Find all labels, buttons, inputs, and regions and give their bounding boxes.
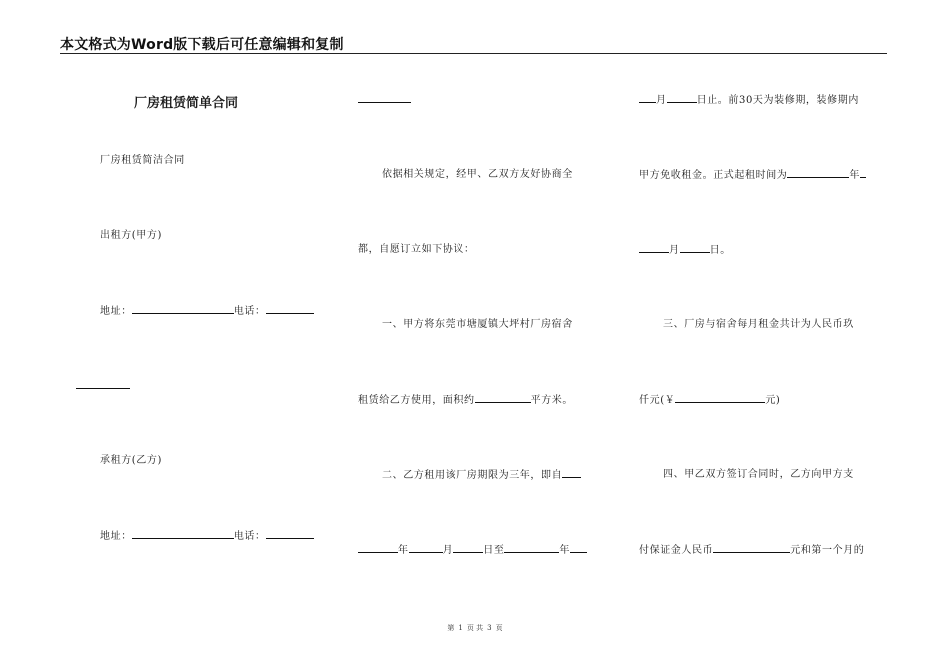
address-label: 地址： — [100, 306, 132, 317]
clause-1-text: 租赁给乙方使用，面积约 — [358, 395, 475, 406]
rent-amount-suffix: 元) — [765, 395, 781, 406]
start-year-blank — [562, 468, 581, 478]
deposit-amount-blank — [713, 543, 790, 553]
rent-start-day-blank — [680, 243, 710, 253]
page-number — [0, 623, 950, 633]
clause-3-line-1: 三、厂房与宿舍每月租金共计为人民币玖 — [663, 319, 854, 330]
clause-4-line-1: 四、甲乙双方签订合同时，乙方向甲方支 — [663, 469, 854, 480]
area-blank — [475, 393, 531, 403]
page-total: 3 — [487, 624, 492, 632]
col2-top-blank-line — [358, 93, 411, 107]
col3-line-2 — [639, 168, 866, 182]
month-label: 月 — [669, 245, 680, 256]
rent-free-text: 甲方免收租金。正式起租时间为 — [639, 170, 788, 181]
col3-line-3 — [639, 243, 731, 257]
month-label: 月 — [442, 545, 454, 556]
phone-label: 电话： — [233, 531, 266, 542]
clause-4-line-2 — [639, 543, 864, 557]
lessor-phone-blank — [266, 304, 314, 314]
rent-start-year-tail — [860, 168, 866, 178]
address-label: 地址： — [100, 531, 132, 542]
col3-line-1 — [639, 93, 859, 107]
lessee-address-blank — [132, 529, 234, 539]
lessee-phone-blank — [266, 529, 314, 539]
day-to-label: 日至 — [483, 545, 505, 556]
lessee-label: 承租方(乙方) — [100, 455, 163, 466]
start-day-blank — [453, 543, 483, 553]
col2-top-blank — [358, 93, 411, 103]
phone-label: 电话： — [233, 306, 266, 317]
end-month-num-blank — [639, 93, 656, 103]
clause-1-unit: 平方米。 — [530, 395, 574, 406]
deposit-suffix: 元和第一个月的 — [790, 545, 865, 556]
clause-1-line-1: 一、甲方将东莞市塘厦镇大坪村厂房宿舍 — [382, 319, 573, 330]
deposit-prefix: 付保证金人民币 — [639, 545, 714, 556]
header-divider — [60, 53, 887, 54]
month-label: 月 — [656, 95, 667, 106]
clause-2-text: 二、乙方租用该厂房期限为三年，即自 — [382, 470, 563, 481]
end-year-tail-blank — [570, 543, 587, 553]
page-prefix: 第 — [447, 624, 455, 632]
clause-2-line-1 — [382, 468, 581, 482]
clause-1-line-2 — [358, 393, 573, 407]
page-current: 1 — [458, 624, 463, 632]
lessee-address-line — [100, 529, 314, 543]
lessor-label: 出租方(甲方) — [100, 230, 163, 241]
start-month-blank — [409, 543, 443, 553]
start-year-blank-2 — [358, 543, 398, 553]
lessor-continuation-blank — [76, 379, 130, 389]
end-day-blank — [667, 93, 697, 103]
rent-start-month-blank — [639, 243, 669, 253]
clause-3-line-2 — [639, 393, 780, 407]
lessor-address-blank — [132, 304, 234, 314]
year-label: 年 — [849, 170, 861, 181]
page-suffix: 页 — [495, 624, 503, 632]
day-label: 日。 — [709, 245, 731, 256]
preamble-line-2: 都，自愿订立如下协议： — [358, 244, 475, 255]
download-banner-text: 本文格式为Word版下载后可任意编辑和复制 — [60, 37, 344, 53]
year-label: 年 — [398, 545, 409, 556]
end-year-blank — [504, 543, 559, 553]
end-date-text: 日止。前30天为装修期，装修期内 — [696, 95, 859, 106]
contract-subtitle: 厂房租赁简洁合同 — [100, 155, 185, 166]
rent-start-year-blank — [787, 168, 849, 178]
rent-amount-blank — [675, 393, 765, 403]
document-title: 厂房租赁简单合同 — [134, 96, 239, 111]
preamble-line-1: 依据相关规定，经甲、乙双方友好协商全 — [382, 169, 573, 180]
clause-2-line-2 — [358, 543, 587, 557]
year-label: 年 — [559, 545, 571, 556]
page-mid: 页 共 — [466, 624, 484, 632]
lessor-continuation-line — [76, 379, 130, 393]
rent-amount-prefix: 仟元(￥ — [639, 395, 676, 406]
lessor-address-line — [100, 304, 314, 318]
